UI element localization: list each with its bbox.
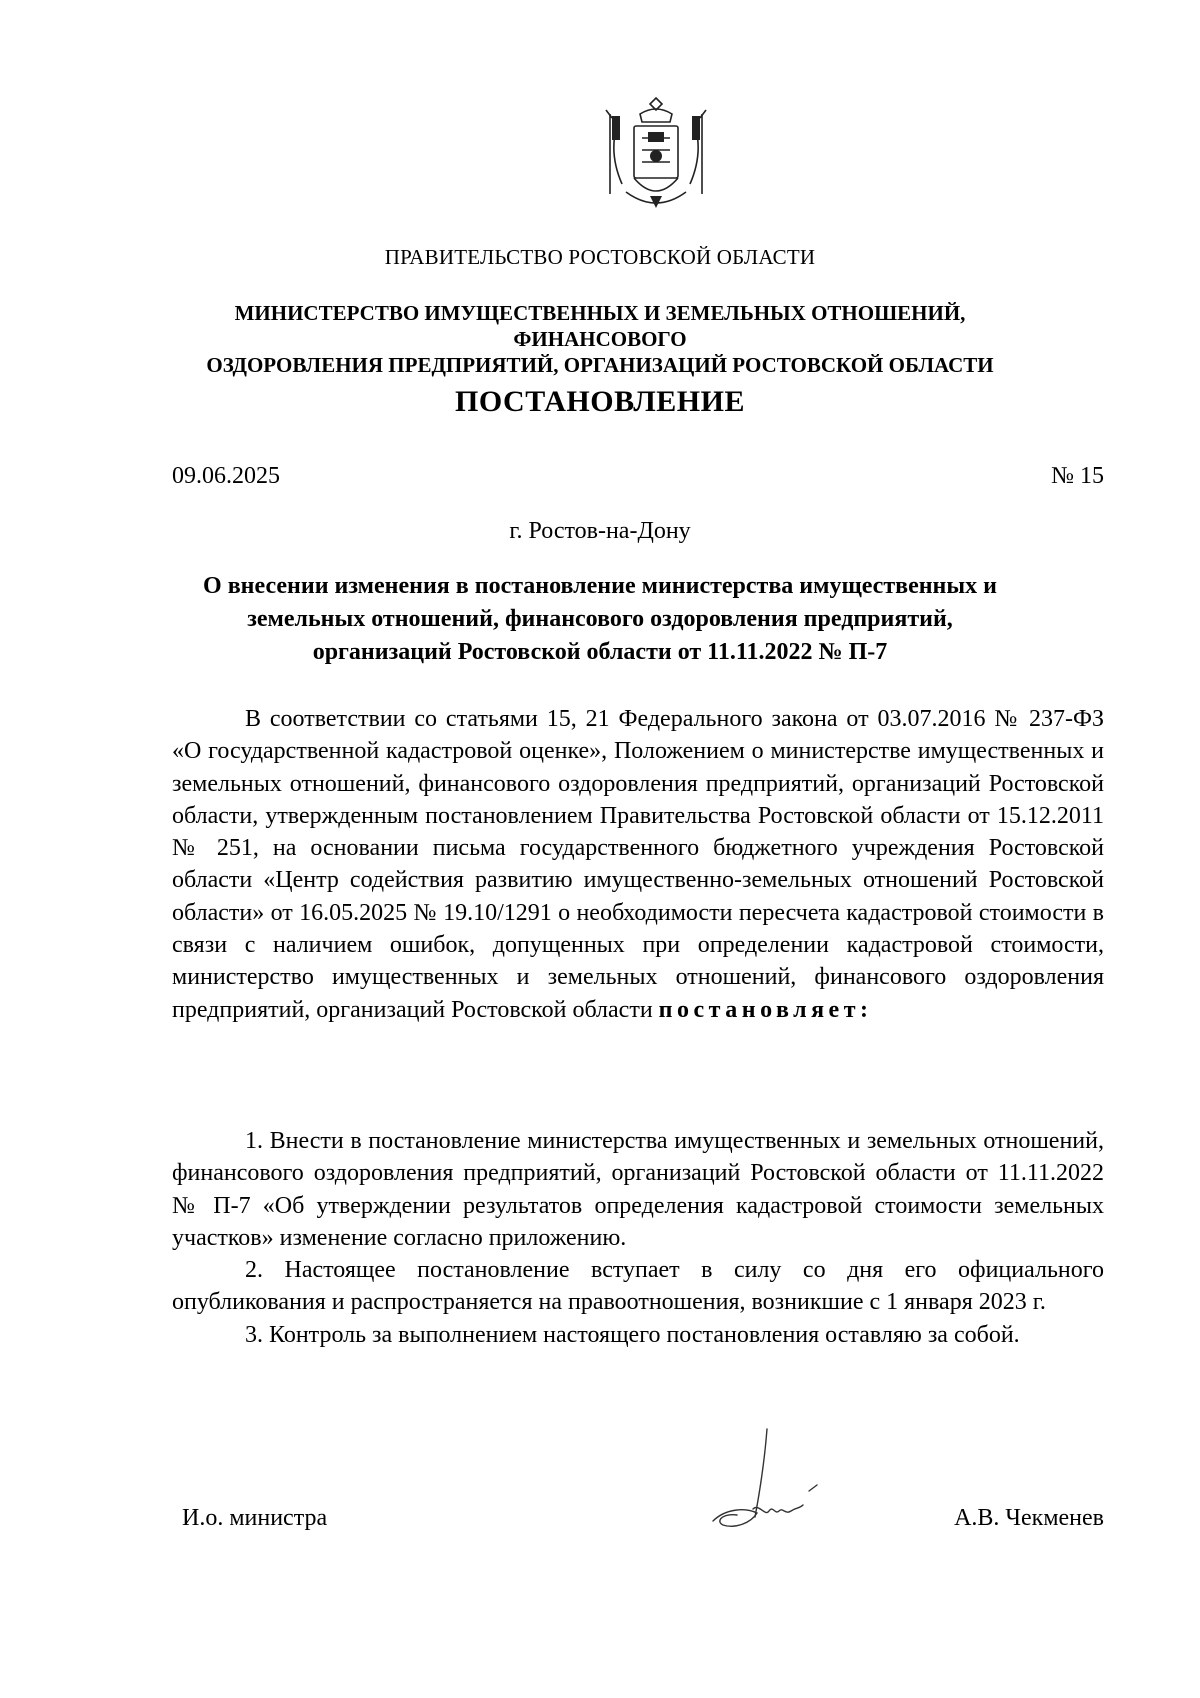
decree-word: постановляет: — [658, 996, 873, 1023]
ministry-name-line-1: МИНИСТЕРСТВО ИМУЩЕСТВЕННЫХ И ЗЕМЕЛЬНЫХ ОТНОШЕНИЙ, ФИНАНСОВОГО — [234, 301, 966, 351]
signatory-title: И.о. министра — [182, 1505, 328, 1531]
document-date: 09.06.2025 — [172, 463, 280, 489]
subject-line-1: О внесении изменения в постановление министерства имущественных и — [203, 573, 997, 599]
document-city: г. Ростов-на-Дону — [509, 518, 691, 544]
resolution-item-1: 1. Внести в постановление министерства имущественных и земельных отношений, финансового оздоровления предприятий, организаций Ростовской области от 11.11.2022 № П-7 «Об утверждении результатов определения кадастровой стоимости земельных участков» изменение согласно приложению. — [172, 1128, 1104, 1251]
preamble — [172, 703, 1104, 1026]
ministry-name-line-2: ОЗДОРОВЛЕНИЯ ПРЕДПРИЯТИЙ, ОРГАНИЗАЦИЙ РОСТОВСКОЙ ОБЛАСТИ — [206, 353, 994, 377]
document-subject — [150, 570, 1050, 669]
government-name: ПРАВИТЕЛЬСТВО РОСТОВСКОЙ ОБЛАСТИ — [384, 245, 816, 269]
signature-mark — [705, 1425, 825, 1545]
signatory-name: А.В. Чекменев — [954, 1505, 1104, 1531]
ministry-name — [150, 300, 1050, 378]
subject-line-3: организаций Ростовской области от 11.11.2022 № П-7 — [312, 639, 888, 665]
preamble-text: В соответствии со статьями 15, 21 Федерального закона от 03.07.2016 № 237-ФЗ «О государственной кадастровой оценке», Положением о министерстве имущественных и земельных отношений, финансового оздоровления предприятий, организаций Ростовской области, утвержденным постановлением Правительства Ростовской области от 15.12.2011 № 251, на основании письма государственного бюджетного учреждения Ростовской области «Центр содействия развитию имущественно-земельных отношений Ростовской области» от 16.05.2025 № 19.10/1291 о необходимости пересчета кадастровой стоимости в связи с наличием ошибок, допущенных при определении кадастровой стоимости, министерство имущественных и земельных отношений, финансового оздоровления предприятий, организаций Ростовской области — [172, 706, 1104, 1023]
subject-line-2: земельных отношений, финансового оздоровления предприятий, — [247, 606, 953, 632]
document-number: № 15 — [1051, 463, 1104, 489]
document-type: ПОСТАНОВЛЕНИЕ — [455, 385, 745, 418]
preamble-paragraph — [172, 703, 1104, 1026]
resolution-item-2: 2. Настоящее постановление вступает в силу со дня его официального опубликования и распространяется на правоотношения, возникшие с 1 января 2023 г. — [172, 1257, 1104, 1316]
resolution-item-3: 3. Контроль за выполнением настоящего постановления оставляю за собой. — [245, 1321, 1020, 1348]
resolution-items — [172, 1125, 1104, 1351]
coat-of-arms-icon — [600, 92, 712, 216]
